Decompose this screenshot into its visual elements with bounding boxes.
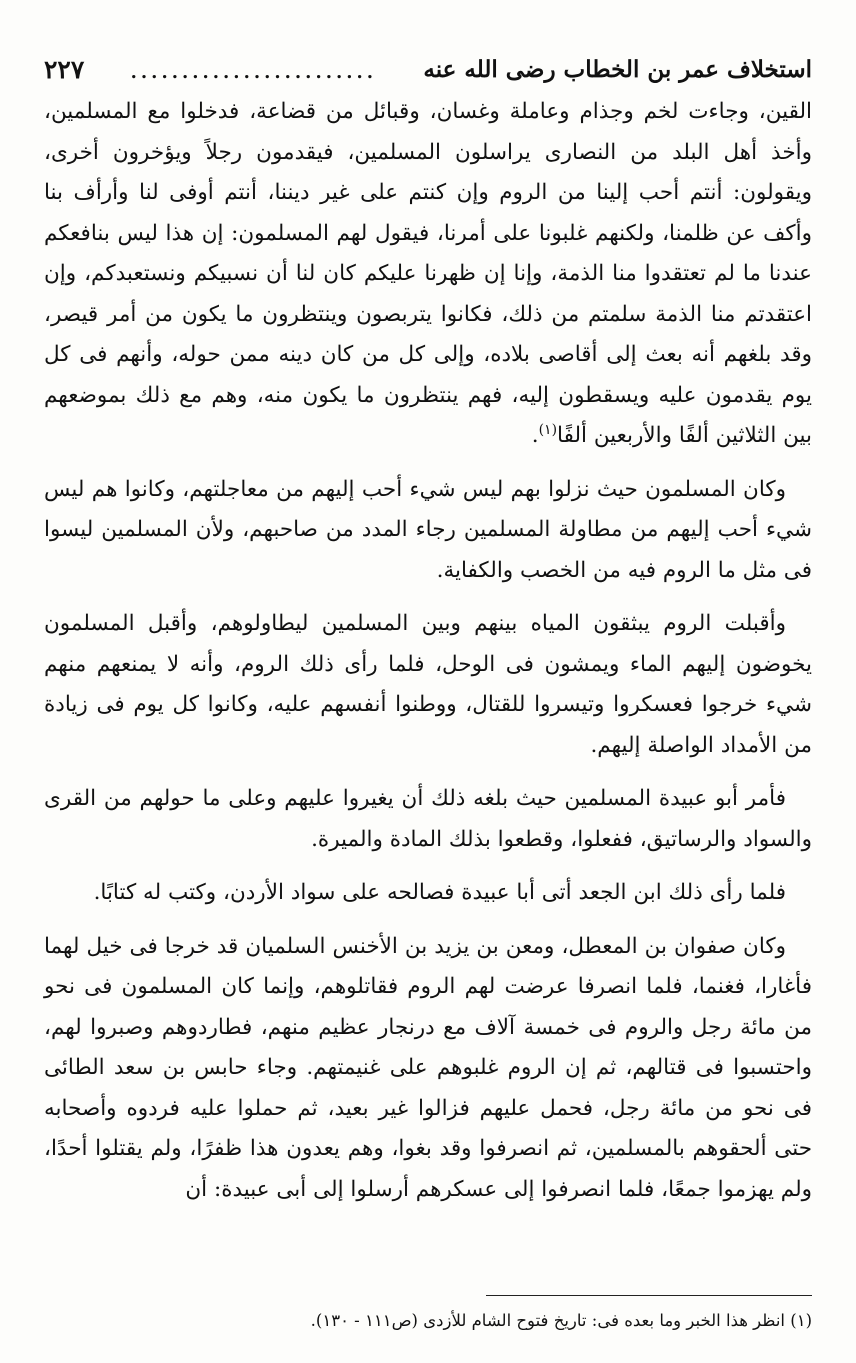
running-header <box>44 48 812 88</box>
chapter-title: استخلاف عمر بن الخطاب رضى الله عنه <box>423 56 812 83</box>
page-number: ٢٢٧ <box>44 55 85 84</box>
page-body <box>44 92 812 1223</box>
paragraph: وكان المسلمون حيث نزلوا بهم ليس شيء أحب إليهم من معاجلتهم، وكانوا هم ليس شيء أحب إليهم من مطاولة المسلمين رجاء المدد من صاحبهم، ولأن المسلمين ليسوا فى مثل ما الروم فيه من الخصب والكفاية. <box>44 476 812 583</box>
paragraph <box>44 92 812 457</box>
footnote: (١) انظر هذا الخبر وما بعده فى: تاريخ فتوح الشام للأزدى (ص١١١ - ١٣٠). <box>310 1311 812 1330</box>
sentence-end: . <box>531 423 539 448</box>
paragraph: وأقبلت الروم يبثقون المياه بينهم وبين المسلمين ليطاولوهم، وأقبل المسلمون يخوضون إليهم الماء ويمشون فى الوحل، فلما رأى ذلك الروم، وأنه لا يمنعهم منهم شيء خرجوا فعسكروا وتيسروا للقتال، ووطنوا أنفسهم عليه، وكانوا كل يوم فى زيادة من الأمداد الواصلة إليهم. <box>44 611 812 758</box>
footnote-separator <box>486 1295 812 1296</box>
paragraph: وكان صفوان بن المعطل، ومعن بن يزيد بن الأخنس السلميان قد خرجا فى خيل لهما فأغارا، فغنما، فلما انصرفا عرضت لهم الروم فقاتلوهم، وإنما كان المسلمون فى نحو من مائة رجل والروم فى خمسة آلاف مع درنجار عظيم منهم، فطاردوهم وصبروا لهم، واحتسبوا فى قتالهم، ثم إن الروم غلبوهم على غنيمتهم. وجاء حابس بن سعد الطائى فى نحو من مائة رجل، فحمل عليهم فزالوا غير بعيد، ثم حملوا عليه فردوه وأصحابه حتى ألحقوهم بالمسلمين، ثم انصرفوا وقد بغوا، وهم يعدون هذا ظفرًا، ولم يقتلوا أحدًا، ولم يهزموا جمعًا، فلما انصرفوا إلى عسكرهم أرسلوا إلى أبى عبيدة: أن <box>44 933 812 1202</box>
leader-dots: ........................ <box>130 62 378 83</box>
paragraph: فأمر أبو عبيدة المسلمين حيث بلغه ذلك أن يغيروا عليهم وعلى ما حولهم من القرى والسواد والرساتيق، ففعلوا، وقطعوا بذلك المادة والميرة. <box>44 786 812 852</box>
paragraph-text: القين، وجاءت لخم وجذام وعاملة وغسان، وقبائل من قضاعة، فدخلوا مع المسلمين، وأخذ أهل البلد من النصارى يراسلون المسلمين، فيقدمون رجلاً ويؤخرون أخرى، ويقولون: أنتم أحب إلينا من الروم وإن كنتم على غير ديننا، أنتم أوفى لنا وأرأف بنا وأكف عن ظلمنا، ولكنهم غلبونا على أمرنا، فيقول لهم المسلمون: إن هذا ليس بنافعكم عندنا ما لم تعتقدوا منا الذمة، وإنا إن ظهرنا عليكم كان لنا أن نسبيكم ونستعبدكم، وإن اعتقدتم منا الذمة سلمتم من ذلك، فكانوا يتربصون وينتظرون ما يكون من أمر قيصر، وقد بلغهم أنه بعث إلى أقاصى بلاده، وإلى كل من كان دينه ممن حوله، وأنهم فى كل يوم يقدمون عليه ويسقطون إليه، فهم ينتظرون ما يكون منه، وهم مع ذلك بموضعهم بين الثلاثين ألفًا والأربعين ألفًا <box>44 99 812 448</box>
paragraph: فلما رأى ذلك ابن الجعد أتى أبا عبيدة فصالحه على سواد الأردن، وكتب له كتابًا. <box>93 880 786 905</box>
footnote-reference: (١) <box>538 421 558 438</box>
